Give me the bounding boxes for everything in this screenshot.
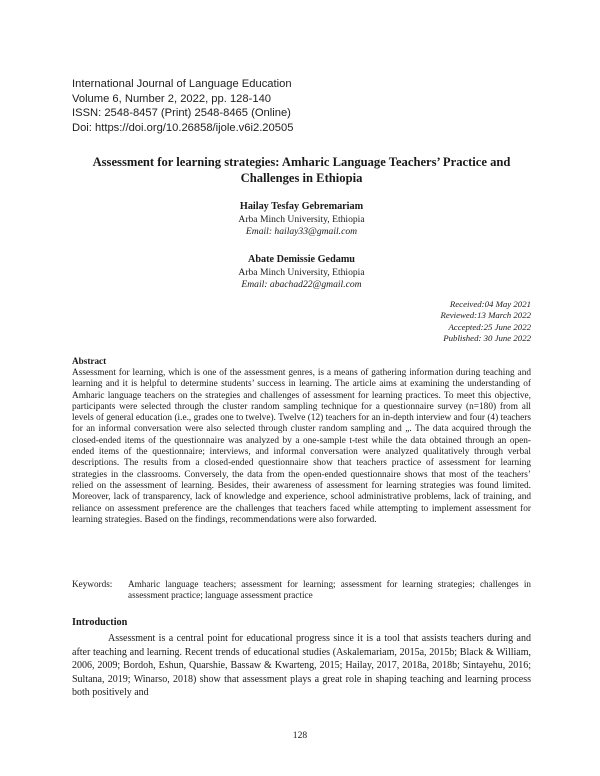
accepted-date: Accepted:25 June 2022 xyxy=(448,321,531,332)
page-number: 128 xyxy=(292,730,308,741)
author-name: Abate Demissie Gedamu xyxy=(248,254,355,265)
introduction-heading: Introduction xyxy=(72,617,128,628)
keywords-text: Amharic language teachers; assessment for learning; assessment for learning strategies; challenges in assessment practice; language assessment practice xyxy=(128,579,531,601)
journal-doi[interactable]: Doi: https://doi.org/10.26858/ijole.v6i2.20505 xyxy=(72,121,294,134)
published-date: Published: 30 June 2022 xyxy=(443,332,531,343)
journal-name: International Journal of Language Education xyxy=(72,78,292,90)
introduction-text: Assessment is a central point for educational progress since it is a tool that assists teachers during and after teaching and learning. Recent trends of educational studies (Askalemariam, 2015a, 2015b; Black & William, 2006, 2009; Bordoh, Eshun, Quarshie, Bassaw & Kwarteng, 2015; Hailay, 2017, 2018a, 2018b; Sintayehu, 2016; Sultana, 2019; Winarso, 2018) show that assessment plays a great role in shaping teaching and learning process both positively and xyxy=(72,633,531,699)
author-affiliation: Arba Minch University, Ethiopia xyxy=(238,213,365,225)
abstract-text: Assessment for learning, which is one of the assessment genres, is a means of gathering information during teaching and learning and it is helpful to determine students’ success in learning. The article aims at examining the understanding of Amharic language teachers on the strategies and challenges of assessment for learning practices. To meet this objective, participants were selected through the cluster random sampling technique for a questionnaire survey (n=180) from all levels of general education (i.e., grades one to twelve). Twelve (12) teachers for an in-depth interview and four (4) teachers for an informal conversation were also selected through cluster random sampling and „. The data acquired through the closed-ended items of the questionnaire was analyzed by a one-sample t-test while the data obtained through an open-ended items of the questionnaire; interviews, and informal conversation were analyzed qualitatively through verbal descriptions. The results from a closed-ended questionnaire show that teachers practice of assessment for learning strategies in the classrooms. Conversely, the data from the open-ended questionnaire shows that most of the teachers’ relied on the assessment of learning. Besides, their awareness of assessment for learning strategies was found limited. Moreover, lack of transparency, lack of knowledge and experience, school administrative problems, lack of training, and reliance on assessment preference are the challenges that teachers faced while attempting to implement assessment for learning strategies. Based on the findings, recommendations were also forwarded. xyxy=(72,368,531,525)
journal-issn: ISSN: 2548-8457 (Print) 2548-8465 (Online) xyxy=(72,107,291,120)
author-block-1 xyxy=(72,201,531,239)
received-date: Received:04 May 2021 xyxy=(449,299,531,309)
journal-volume: Volume 6, Number 2, 2022, pp. 128-140 xyxy=(72,92,272,105)
author-email[interactable]: Email: abachad22@gmail.com xyxy=(241,279,362,290)
author-block-2 xyxy=(72,254,531,292)
publication-dates xyxy=(300,299,531,344)
abstract-heading: Abstract xyxy=(72,356,107,366)
keywords-label: Keywords: xyxy=(72,579,113,589)
author-affiliation: Arba Minch University, Ethiopia xyxy=(238,266,365,278)
paper-title: Assessment for learning strategies: Amharic Language Teachers’ Practice and Challenges in Ethiopia xyxy=(92,155,511,185)
author-email[interactable]: Email: hailay33@gmail.com xyxy=(245,226,358,237)
reviewed-date: Reviewed:13 March 2022 xyxy=(440,310,531,321)
keywords-block xyxy=(72,579,531,602)
journal-header xyxy=(72,77,532,135)
author-name: Hailay Tesfay Gebremariam xyxy=(239,201,364,212)
